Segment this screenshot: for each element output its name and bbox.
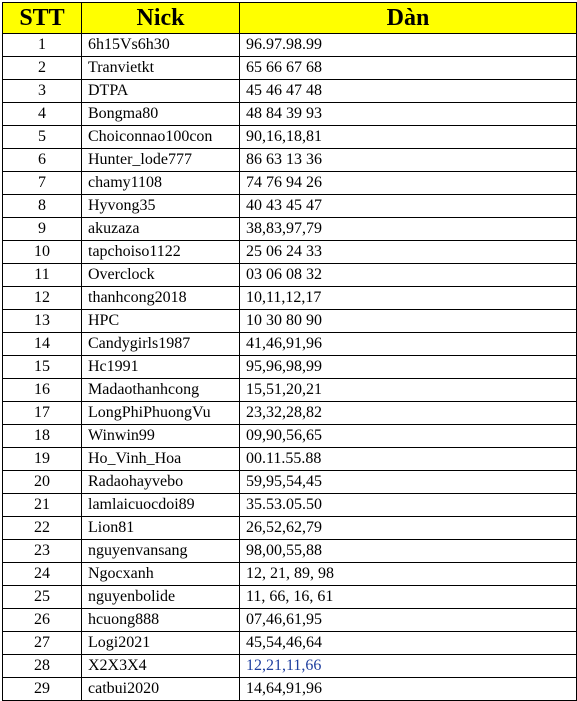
- table-row: [3, 609, 577, 632]
- stt-cell: 28: [3, 655, 82, 678]
- stt-cell: 27: [3, 632, 82, 655]
- table-row: [3, 655, 577, 678]
- stt-cell: 6: [3, 149, 82, 172]
- dan-cell: 15,51,20,21: [240, 379, 577, 402]
- header-nick: Nick: [82, 3, 240, 34]
- stt-cell: 25: [3, 586, 82, 609]
- table-row: [3, 126, 577, 149]
- nick-cell: Hunter_lode777: [82, 149, 240, 172]
- dan-cell: 23,32,28,82: [240, 402, 577, 425]
- stt-cell: 2: [3, 57, 82, 80]
- stt-cell: 21: [3, 494, 82, 517]
- dan-cell: 48 84 39 93: [240, 103, 577, 126]
- nick-cell: Tranvietkt: [82, 57, 240, 80]
- dan-cell: 07,46,61,95: [240, 609, 577, 632]
- nick-cell: thanhcong2018: [82, 287, 240, 310]
- dan-cell: 03 06 08 32: [240, 264, 577, 287]
- dan-cell: 95,96,98,99: [240, 356, 577, 379]
- nick-cell: catbui2020: [82, 678, 240, 701]
- entries-table: [2, 2, 577, 701]
- stt-cell: 1: [3, 34, 82, 57]
- stt-cell: 3: [3, 80, 82, 103]
- stt-cell: 23: [3, 540, 82, 563]
- header-row: [3, 3, 577, 34]
- table-row: [3, 57, 577, 80]
- table-row: [3, 471, 577, 494]
- nick-cell: Logi2021: [82, 632, 240, 655]
- dan-cell: 00.11.55.88: [240, 448, 577, 471]
- table-row: [3, 149, 577, 172]
- nick-cell: Hc1991: [82, 356, 240, 379]
- stt-cell: 11: [3, 264, 82, 287]
- dan-cell: 96.97.98.99: [240, 34, 577, 57]
- dan-cell: 25 06 24 33: [240, 241, 577, 264]
- stt-cell: 14: [3, 333, 82, 356]
- nick-cell: lamlaicuocdoi89: [82, 494, 240, 517]
- nick-cell: hcuong888: [82, 609, 240, 632]
- dan-cell: 40 43 45 47: [240, 195, 577, 218]
- table-row: [3, 80, 577, 103]
- table-row: [3, 172, 577, 195]
- nick-cell: Choiconnao100con: [82, 126, 240, 149]
- nick-cell: Lion81: [82, 517, 240, 540]
- header-dan: Dàn: [240, 3, 577, 34]
- nick-cell: Ngocxanh: [82, 563, 240, 586]
- table-row: [3, 333, 577, 356]
- table-row: [3, 241, 577, 264]
- table-row: [3, 218, 577, 241]
- dan-cell: 10 30 80 90: [240, 310, 577, 333]
- stt-cell: 26: [3, 609, 82, 632]
- nick-cell: Ho_Vinh_Hoa: [82, 448, 240, 471]
- nick-cell: Madaothanhcong: [82, 379, 240, 402]
- nick-cell: 6h15Vs6h30: [82, 34, 240, 57]
- stt-cell: 19: [3, 448, 82, 471]
- dan-cell: 09,90,56,65: [240, 425, 577, 448]
- dan-cell: 14,64,91,96: [240, 678, 577, 701]
- table-row: [3, 356, 577, 379]
- nick-cell: Bongma80: [82, 103, 240, 126]
- nick-cell: Radaohayvebo: [82, 471, 240, 494]
- stt-cell: 7: [3, 172, 82, 195]
- nick-cell: Hyvong35: [82, 195, 240, 218]
- nick-cell: DTPA: [82, 80, 240, 103]
- table-row: [3, 402, 577, 425]
- dan-cell: 35.53.05.50: [240, 494, 577, 517]
- dan-cell: 38,83,97,79: [240, 218, 577, 241]
- stt-cell: 17: [3, 402, 82, 425]
- table-row: [3, 540, 577, 563]
- table-row: [3, 494, 577, 517]
- nick-cell: akuzaza: [82, 218, 240, 241]
- table-row: [3, 678, 577, 701]
- table-row: [3, 563, 577, 586]
- dan-cell: 59,95,54,45: [240, 471, 577, 494]
- table-row: [3, 103, 577, 126]
- table-row: [3, 195, 577, 218]
- table-row: [3, 586, 577, 609]
- dan-cell: 11, 66, 16, 61: [240, 586, 577, 609]
- nick-cell: nguyenvansang: [82, 540, 240, 563]
- stt-cell: 16: [3, 379, 82, 402]
- dan-cell: 65 66 67 68: [240, 57, 577, 80]
- stt-cell: 29: [3, 678, 82, 701]
- nick-cell: chamy1108: [82, 172, 240, 195]
- dan-cell: 45,54,46,64: [240, 632, 577, 655]
- stt-cell: 10: [3, 241, 82, 264]
- dan-cell: 74 76 94 26: [240, 172, 577, 195]
- stt-cell: 9: [3, 218, 82, 241]
- table-row: [3, 448, 577, 471]
- dan-cell: 45 46 47 48: [240, 80, 577, 103]
- dan-cell: 10,11,12,17: [240, 287, 577, 310]
- dan-cell: 90,16,18,81: [240, 126, 577, 149]
- stt-cell: 13: [3, 310, 82, 333]
- nick-cell: nguyenbolide: [82, 586, 240, 609]
- stt-cell: 18: [3, 425, 82, 448]
- stt-cell: 5: [3, 126, 82, 149]
- nick-cell: HPC: [82, 310, 240, 333]
- nick-cell: LongPhiPhuongVu: [82, 402, 240, 425]
- dan-cell: 26,52,62,79: [240, 517, 577, 540]
- nick-cell: Overclock: [82, 264, 240, 287]
- stt-cell: 12: [3, 287, 82, 310]
- stt-cell: 24: [3, 563, 82, 586]
- table-row: [3, 287, 577, 310]
- nick-cell: Winwin99: [82, 425, 240, 448]
- nick-cell: X2X3X4: [82, 655, 240, 678]
- stt-cell: 8: [3, 195, 82, 218]
- table-row: [3, 517, 577, 540]
- nick-cell: Candygirls1987: [82, 333, 240, 356]
- table-row: [3, 310, 577, 333]
- dan-cell: 98,00,55,88: [240, 540, 577, 563]
- stt-cell: 20: [3, 471, 82, 494]
- table-row: [3, 425, 577, 448]
- header-stt: STT: [3, 3, 82, 34]
- table-row: [3, 379, 577, 402]
- table-row: [3, 34, 577, 57]
- dan-cell: 86 63 13 36: [240, 149, 577, 172]
- table-row: [3, 632, 577, 655]
- stt-cell: 22: [3, 517, 82, 540]
- dan-cell: 12,21,11,66: [240, 655, 577, 678]
- dan-cell: 12, 21, 89, 98: [240, 563, 577, 586]
- nick-cell: tapchoiso1122: [82, 241, 240, 264]
- table-row: [3, 264, 577, 287]
- stt-cell: 4: [3, 103, 82, 126]
- dan-cell: 41,46,91,96: [240, 333, 577, 356]
- stt-cell: 15: [3, 356, 82, 379]
